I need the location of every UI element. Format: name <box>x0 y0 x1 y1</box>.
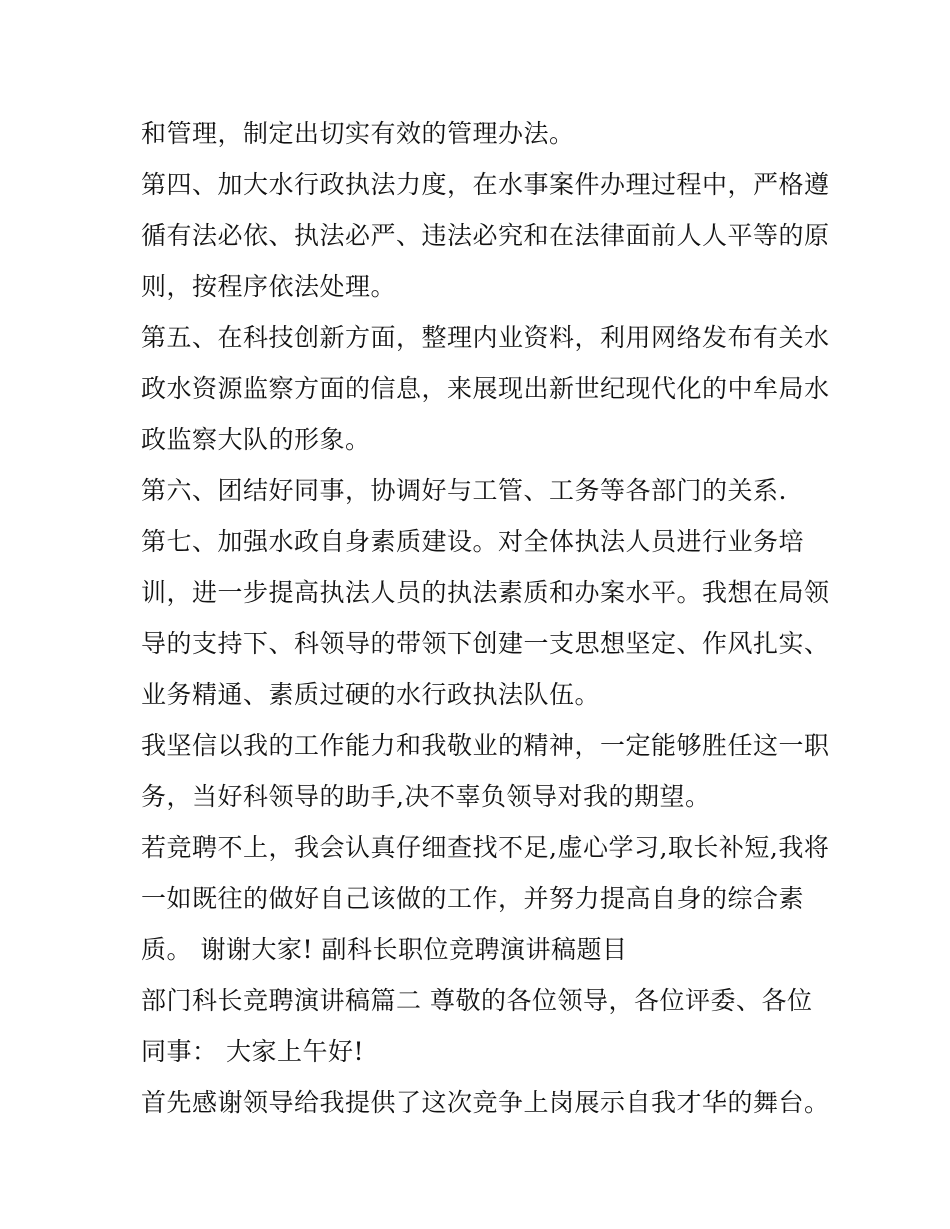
text-line: 和管理，制定出切实有效的管理办法。 <box>141 119 575 148</box>
text-line: 质。 谢谢大家! 副科长职位竞聘演讲稿题目 <box>141 935 628 964</box>
text-line: 第四、加大水行政执法力度，在水事案件办理过程中，严格遵 <box>141 170 830 199</box>
text-line: 则，按程序依法处理。 <box>141 272 397 301</box>
text-line: 第七、加强水政自身素质建设。对全体执法人员进行业务培 <box>141 527 805 556</box>
text-line: 导的支持下、科领导的带领下创建一支思想坚定、作风扎实、 <box>141 629 830 658</box>
text-line: 部门科长竞聘演讲稿篇二 尊敬的各位领导，各位评委、各位 <box>141 986 813 1015</box>
text-line: 业务精通、素质过硬的水行政执法队伍。 <box>141 680 601 709</box>
text-line: 第六、团结好同事，协调好与工管、工务等各部门的关系. <box>141 476 787 505</box>
text-line: 循有法必依、执法必严、违法必究和在法律面前人人平等的原 <box>141 221 830 250</box>
document-body <box>141 108 830 1128</box>
text-line: 政监察大队的形象。 <box>141 425 371 454</box>
text-line: 第五、在科技创新方面，整理内业资料，利用网络发布有关水 <box>141 323 830 352</box>
text-line: 训，进一步提高执法人员的执法素质和办案水平。我想在局领 <box>141 578 830 607</box>
text-line: 同事： 大家上午好! <box>141 1037 364 1066</box>
text-line: 一如既往的做好自己该做的工作，并努力提高自身的综合素 <box>141 884 805 913</box>
text-line: 我坚信以我的工作能力和我敬业的精神，一定能够胜任这一职 <box>141 731 830 760</box>
text-line: 若竞聘不上，我会认真仔细查找不足,虚心学习,取长补短,我将 <box>141 833 830 862</box>
text-line: 政水资源监察方面的信息，来展现出新世纪现代化的中牟局水 <box>141 374 830 403</box>
text-line: 首先感谢领导给我提供了这次竞争上岗展示自我才华的舞台。 <box>141 1088 830 1117</box>
text-line: 务，当好科领导的助手,决不辜负领导对我的期望。 <box>141 782 711 811</box>
